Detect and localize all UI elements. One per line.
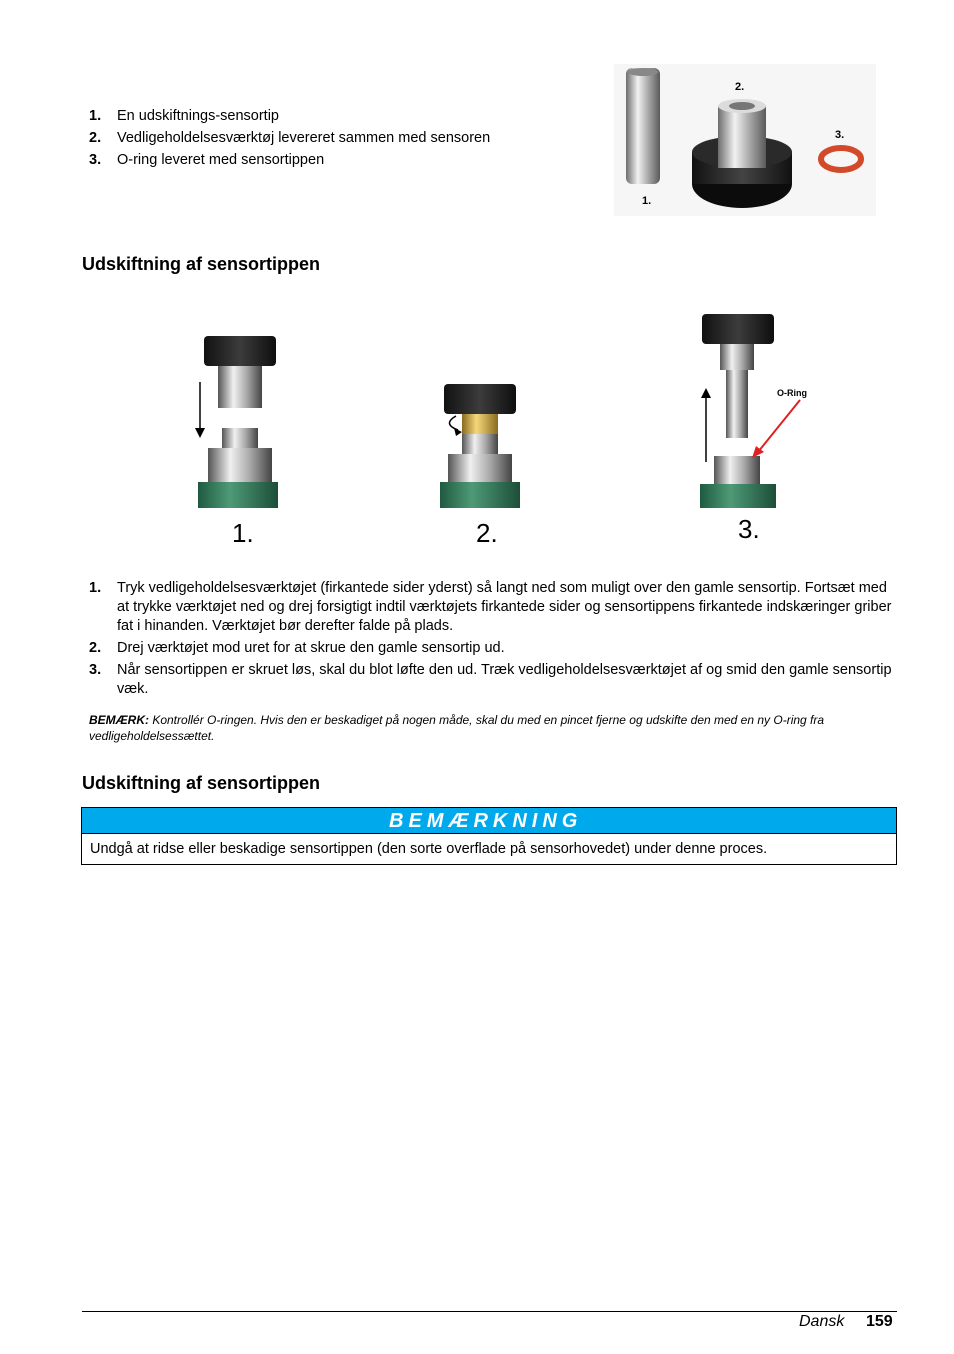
svg-text:O-Ring: O-Ring — [777, 388, 807, 398]
list-item: 3. O-ring leveret med sensortippen — [89, 152, 325, 168]
svg-text:1.: 1. — [232, 518, 254, 548]
steps-figure — [180, 312, 820, 548]
list-item: 3. Når sensortippen er skruet løs, skal du blot løfte den ud. Træk vedligeholdelsesværktøjet af og smid den gamle sensortip væk. — [89, 662, 892, 697]
parts-image — [614, 64, 876, 216]
svg-text:2.: 2. — [735, 81, 745, 93]
step-1-illustration — [195, 336, 278, 548]
notice-text: Undgå at ridse eller beskadige sensortippen (den sorte overflade på sensorhovedet) under denne proces. — [90, 841, 768, 857]
svg-text:3.: 3. — [738, 514, 760, 544]
list-item: 2. Drej værktøjet mod uret for at skrue den gamle sensortip ud. — [89, 640, 505, 656]
section-heading: Udskiftning af sensortippen — [82, 254, 321, 274]
parts-list — [89, 107, 597, 173]
footer-divider — [82, 1311, 897, 1312]
list-item: 1. En udskiftnings-sensortip — [89, 108, 279, 124]
note-paragraph — [89, 712, 889, 744]
list-item: 2. Vedligeholdelsesværktøj levereret sammen med sensoren — [89, 130, 491, 146]
step-3-illustration — [700, 314, 807, 544]
note-label: BEMÆRK: — [89, 713, 149, 727]
step-2-illustration — [440, 384, 520, 548]
steps-list — [89, 579, 897, 702]
sensor-tip-shape — [626, 68, 660, 184]
svg-text:3.: 3. — [835, 129, 845, 141]
note-text: Kontrollér O-ringen. Hvis den er beskadiget på nogen måde, skal du med en pincet fjerne og udskifte den med en ny O-ring fra vedligeholdelsessættet. — [89, 713, 825, 743]
list-item: 1. Tryk vedligeholdelsesværktøjet (firkantede sider yderst) så langt ned som muligt over den gamle sensortip. Fortsæt med at trykke værktøjet ned og drej forsigtigt indtil værktøjets firkantede sider og sensortippens firkantede indskæringer griber fat i hinanden. Værktøjet bør derefter falde på plads. — [89, 580, 892, 634]
svg-text:1.: 1. — [642, 195, 652, 207]
svg-text:2.: 2. — [476, 518, 498, 548]
notice-header: BEMÆRKNING — [82, 808, 896, 834]
footer-language: Dansk — [799, 1313, 845, 1330]
notice-box — [81, 807, 897, 865]
section-heading: Udskiftning af sensortippen — [82, 773, 321, 793]
tool-shape — [718, 106, 766, 168]
page-number: 159 — [866, 1313, 893, 1330]
